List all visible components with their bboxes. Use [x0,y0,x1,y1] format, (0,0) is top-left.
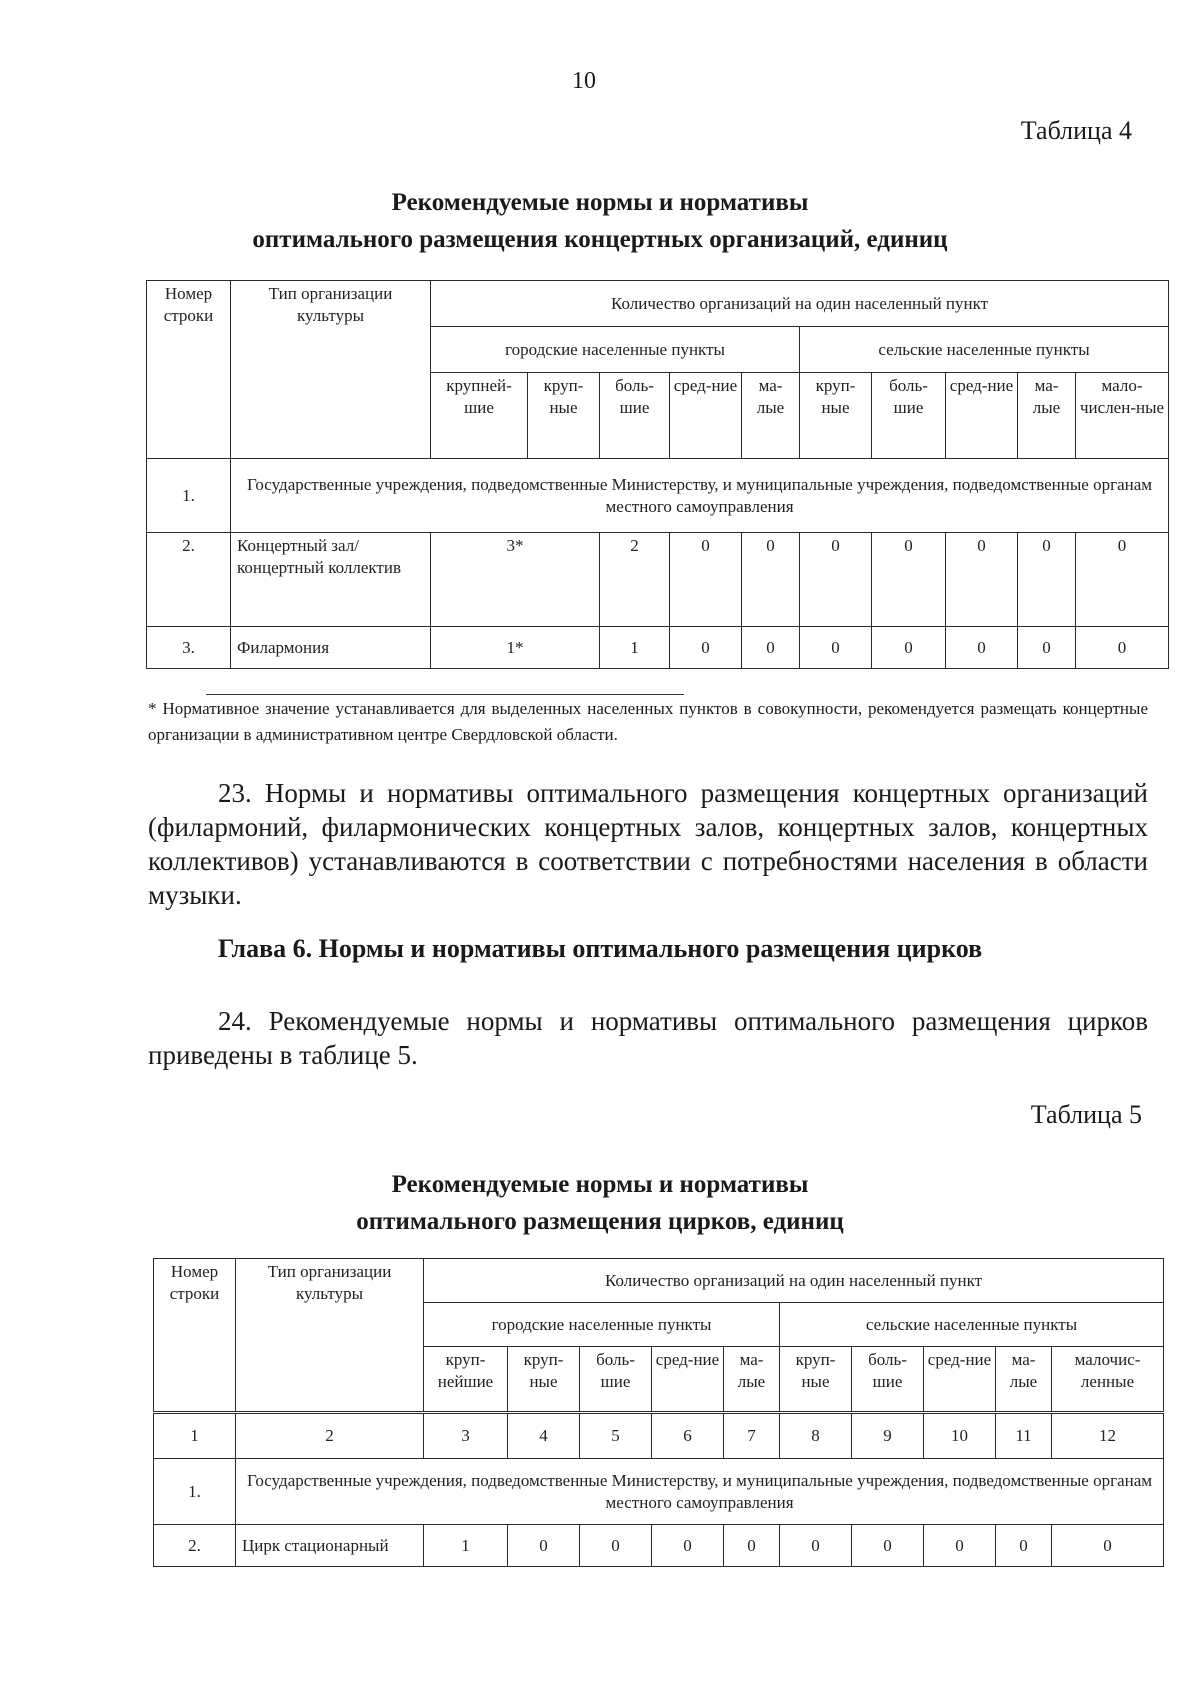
cell-value: 0 [924,1525,996,1567]
header-urban: городские населенные пункты [424,1303,780,1347]
header-col: боль-шие [600,373,670,459]
table-4-caption: Таблица 4 [1020,116,1132,145]
header-quantity: Количество организаций на один населенный пункт [424,1259,1164,1303]
cell-value: 0 [946,533,1018,627]
header-col: ма-лые [724,1347,780,1413]
header-col: крупней-шие [431,373,528,459]
column-number: 11 [996,1413,1052,1459]
cell-value: 0 [508,1525,580,1567]
header-urban: городские населенные пункты [431,327,800,373]
column-number: 2 [236,1413,424,1459]
table-5 [153,1258,1164,1567]
row-number: 2. [147,533,231,627]
paragraph-23: 23. Нормы и нормативы оптимального размещения концертных организаций (филармоний, филармонических концертных залов, концертных залов, концертных коллективов) устанавливаются в соответствии с потребностями населения в области музыки. [148,778,1148,910]
cell-value: 1 [600,627,670,669]
row-number: 1. [147,459,231,533]
merged-value: 1* [431,627,600,669]
header-col: круп-ные [800,373,872,459]
cell-value: 0 [724,1525,780,1567]
column-number: 9 [852,1413,924,1459]
org-name: Цирк стационарный [236,1525,424,1567]
table-5-title-line-1: Рекомендуемые нормы и нормативы [391,1171,809,1198]
cell-value: 0 [1018,533,1076,627]
header-row-number: Номер строки [147,281,231,459]
table-4-title [0,184,1200,258]
header-col: боль-шие [852,1347,924,1413]
header-col: ма-лые [996,1347,1052,1413]
header-col: круп-ные [528,373,600,459]
header-rural: сельские населенные пункты [800,327,1169,373]
header-col: круп-нейшие [424,1347,508,1413]
cell-value: 0 [742,627,800,669]
column-number: 8 [780,1413,852,1459]
merged-value: 3* [431,533,600,627]
cell-value: 0 [1076,627,1169,669]
footnote: * Нормативное значение устанавливается для выделенных населенных пунктов в совокупности, рекомендуется размещать концертные организации в административном центре Свердловской области. [148,699,1148,744]
cell-value: 0 [780,1525,852,1567]
cell-value: 0 [872,533,946,627]
header-col: боль-шие [872,373,946,459]
header-col: круп-ные [508,1347,580,1413]
header-org-type: Тип организации культуры [236,1259,424,1413]
header-col: круп-ные [780,1347,852,1413]
cell-value: 0 [872,627,946,669]
header-quantity: Количество организаций на один населенный пункт [431,281,1169,327]
column-number: 3 [424,1413,508,1459]
cell-value: 0 [1052,1525,1164,1567]
header-col: сред-ние [924,1347,996,1413]
row-number: 3. [147,627,231,669]
cell-value: 0 [996,1525,1052,1567]
org-name: Концертный зал/концертный коллектив [231,533,431,627]
cell-value: 0 [670,627,742,669]
footnote-divider [206,694,684,695]
cell-value: 0 [652,1525,724,1567]
column-number: 6 [652,1413,724,1459]
cell-value: 0 [670,533,742,627]
header-col: сред-ние [652,1347,724,1413]
page-number: 10 [572,68,596,94]
cell-value: 0 [1018,627,1076,669]
column-number: 7 [724,1413,780,1459]
header-row-number: Номер строки [154,1259,236,1413]
section-row-text: Государственные учреждения, подведомственные Министерству, и муниципальные учреждения, подведомственные органам местного самоуправления [231,459,1169,533]
cell-value: 0 [580,1525,652,1567]
header-col: боль-шие [580,1347,652,1413]
column-number: 12 [1052,1413,1164,1459]
row-number: 2. [154,1525,236,1567]
header-col: ма-лые [742,373,800,459]
table-4-title-line-1: Рекомендуемые нормы и нормативы [391,189,809,216]
header-col: сред-ние [946,373,1018,459]
section-row-text: Государственные учреждения, подведомственные Министерству, и муниципальные учреждения, подведомственные органам местного самоуправления [236,1459,1164,1525]
table-5-title-line-2: оптимального размещения цирков, единиц [356,1208,844,1235]
cell-value: 0 [742,533,800,627]
header-org-type: Тип организации культуры [231,281,431,459]
cell-value: 0 [852,1525,924,1567]
cell-value: 0 [946,627,1018,669]
cell-value: 2 [600,533,670,627]
cell-value: 0 [800,627,872,669]
row-number: 1. [154,1459,236,1525]
column-number: 5 [580,1413,652,1459]
paragraph-24: 24. Рекомендуемые нормы и нормативы оптимального размещения цирков приведены в таблице 5. [148,1006,1148,1070]
org-name: Филармония [231,627,431,669]
table-5-caption: Таблица 5 [1030,1100,1142,1129]
header-col: сред-ние [670,373,742,459]
header-col: малочис-ленные [1052,1347,1164,1413]
header-col: мало-числен-ные [1076,373,1169,459]
cell-value: 0 [1076,533,1169,627]
table-4-title-line-2: оптимального размещения концертных организаций, единиц [252,226,948,253]
cell-value: 0 [800,533,872,627]
header-col: ма-лые [1018,373,1076,459]
column-number: 4 [508,1413,580,1459]
header-rural: сельские населенные пункты [780,1303,1164,1347]
column-number: 10 [924,1413,996,1459]
table-5-title [0,1166,1200,1240]
table-4 [146,280,1169,669]
cell-value: 1 [424,1525,508,1567]
chapter-6-heading: Глава 6. Нормы и нормативы оптимального размещения цирков [217,934,983,963]
column-number: 1 [154,1413,236,1459]
